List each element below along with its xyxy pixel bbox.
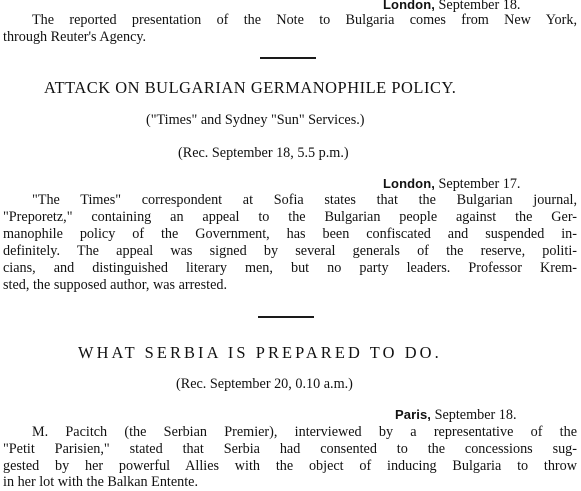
body-line: sted, the supposed author, was arrested. — [3, 277, 228, 293]
dateline-place: London, — [383, 0, 435, 12]
body-line: "The Times" correspondent at Sofia states that the Bulgarian journal, — [32, 192, 577, 208]
body-line: cians, and distinguished literary men, but no party leaders. Professor Krem- — [3, 260, 577, 276]
dateline — [383, 175, 520, 193]
section-rule — [258, 316, 314, 318]
body-line: The reported presentation of the Note to Bulgaria comes from New York, — [32, 12, 577, 28]
dateline-place: London, — [383, 176, 435, 191]
received-line: (Rec. September 18, 5.5 p.m.) — [178, 145, 349, 161]
body-line: "Petit Parisien," stated that Serbia had consented to the concessions sug- — [3, 441, 577, 457]
section-rule — [260, 57, 316, 59]
body-line: in her lot with the Balkan Entente. — [3, 474, 199, 490]
services-line: ("Times" and Sydney "Sun" Services.) — [146, 112, 365, 128]
dateline-date: September 18. — [434, 407, 517, 423]
body-line: manophile policy of the Government, has been confiscated and suspended in- — [3, 226, 577, 242]
dateline — [395, 406, 517, 424]
dateline-date: September 18. — [438, 0, 521, 13]
body-line: M. Pacitch (the Serbian Premier), interviewed by a representative of the — [32, 424, 577, 440]
received-line: (Rec. September 20, 0.10 a.m.) — [176, 376, 353, 392]
headline: WHAT SERBIA IS PREPARED TO DO. — [78, 343, 442, 362]
headline: ATTACK ON BULGARIAN GERMANOPHILE POLICY. — [44, 78, 457, 97]
dateline-date: September 17. — [438, 176, 521, 192]
body-line: definitely. The appeal was signed by several generals of the reserve, politi- — [3, 243, 577, 259]
body-line: "Preporetz," containing an appeal to the Bulgarian people against the Ger- — [3, 209, 577, 225]
dateline-place: Paris, — [395, 407, 432, 422]
body-line: gested by her powerful Allies with the object of inducing Bulgaria to throw — [3, 458, 577, 474]
body-line: through Reuter's Agency. — [3, 29, 147, 45]
